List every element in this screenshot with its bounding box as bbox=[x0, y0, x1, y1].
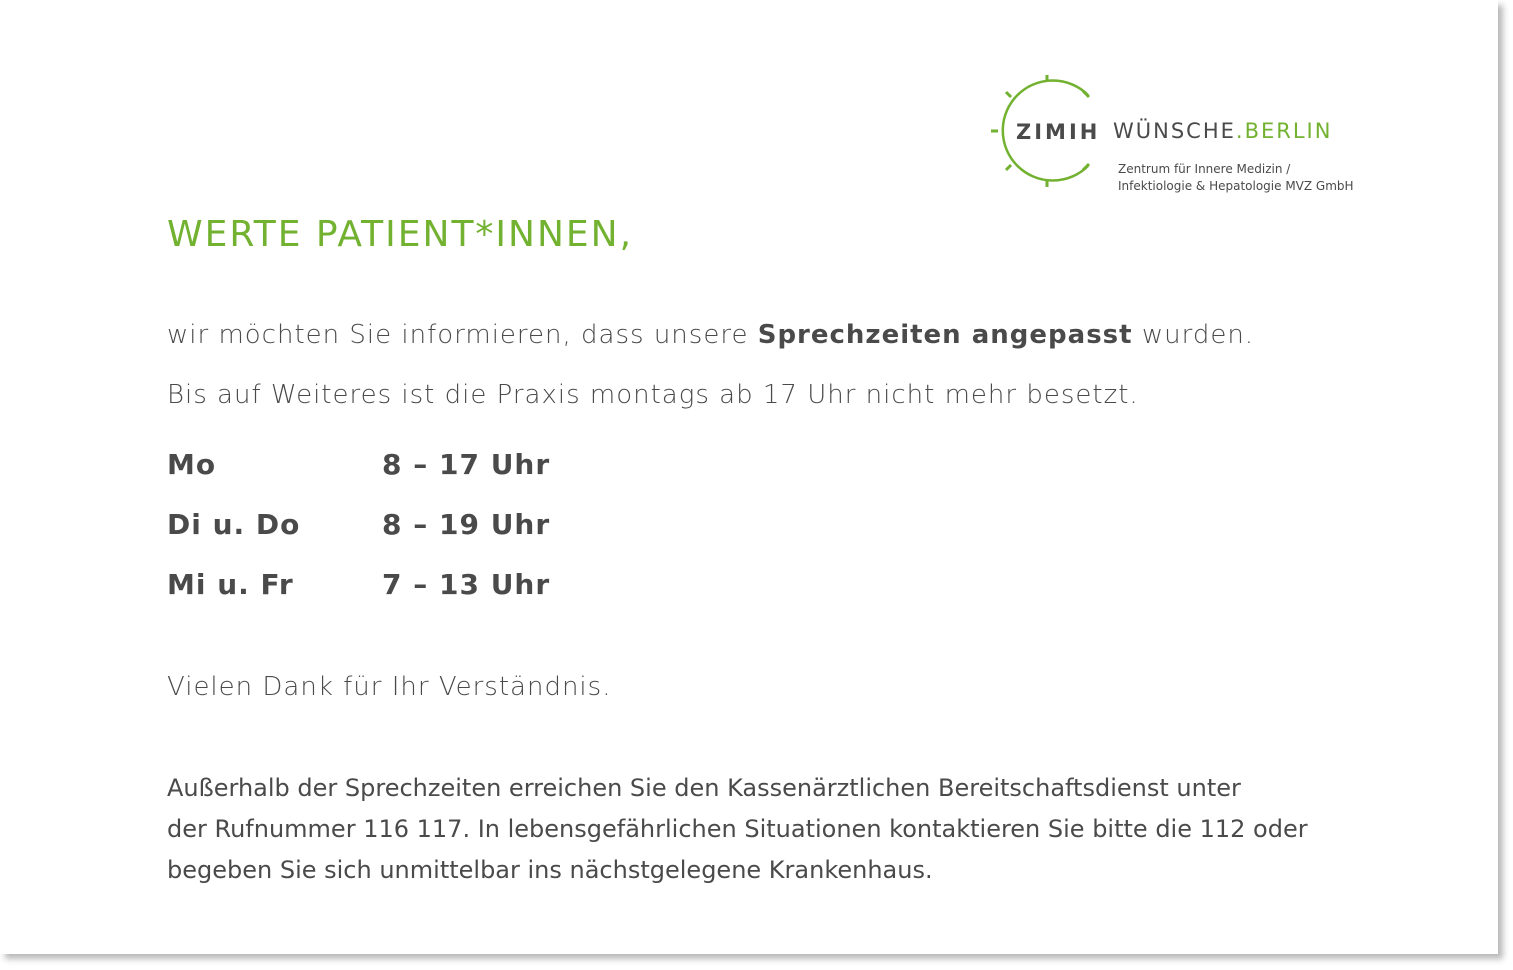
emergency-info bbox=[167, 768, 1337, 891]
page-title: WERTE PATIENT*INNEN, bbox=[167, 214, 634, 255]
practice-logo bbox=[985, 72, 1385, 197]
hours-time: 8 – 17 Uhr bbox=[382, 448, 551, 481]
logo-name-dot: . bbox=[1235, 119, 1245, 143]
intro-text-before: wir möchten Sie informieren, dass unsere bbox=[167, 320, 758, 350]
hours-day: Di u. Do bbox=[167, 508, 301, 541]
logo-subline-1: Zentrum für Innere Medizin / bbox=[1118, 162, 1291, 176]
hours-day: Mi u. Fr bbox=[167, 568, 294, 601]
intro-text-after: wurden. bbox=[1132, 320, 1255, 350]
logo-subline bbox=[1118, 161, 1354, 195]
emergency-info-line: begeben Sie sich unmittelbar ins nächstgelegene Krankenhaus. bbox=[167, 856, 933, 884]
logo-name-main: WÜNSCHE bbox=[1113, 119, 1236, 143]
hours-time: 8 – 19 Uhr bbox=[382, 508, 551, 541]
intro-paragraph bbox=[167, 320, 1254, 350]
logo-name bbox=[1113, 119, 1332, 143]
notice-paragraph: Bis auf Weiteres ist die Praxis montags ab 17 Uhr nicht mehr besetzt. bbox=[167, 380, 1139, 410]
thanks-paragraph: Vielen Dank für Ihr Verständnis. bbox=[167, 672, 612, 702]
emergency-info-line: Außerhalb der Sprechzeiten erreichen Sie den Kassenärztlichen Bereitschaftsdienst unter bbox=[167, 774, 1241, 802]
hours-time: 7 – 13 Uhr bbox=[382, 568, 551, 601]
emergency-info-line: der Rufnummer 116 117. In lebensgefährlichen Situationen kontaktieren Sie bitte die 112 oder bbox=[167, 815, 1308, 843]
intro-text-bold: Sprechzeiten angepasst bbox=[757, 320, 1133, 350]
logo-name-accent: BERLIN bbox=[1244, 119, 1333, 143]
logo-mark-text: ZIMIH bbox=[1016, 120, 1101, 144]
logo-subline-2: Infektiologie & Hepatologie MVZ GmbH bbox=[1118, 179, 1354, 193]
hours-day: Mo bbox=[167, 448, 217, 481]
